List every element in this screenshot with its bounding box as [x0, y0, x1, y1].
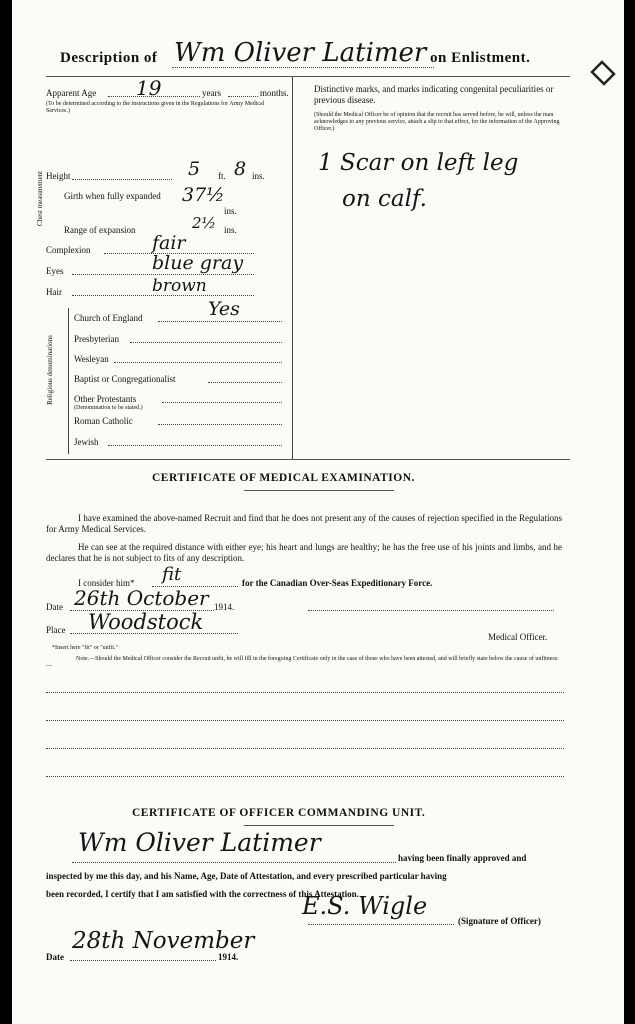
medical-title: CERTIFICATE OF MEDICAL EXAMINATION. — [152, 472, 415, 484]
unfitness-line — [46, 748, 564, 749]
officer-signature: E.S. Wigle — [302, 892, 428, 920]
section-rule — [46, 459, 570, 460]
commanding-title: CERTIFICATE OF OFFICER COMMANDING UNIT. — [132, 807, 426, 819]
header-name: Wm Oliver Latimer — [174, 38, 427, 68]
consider-value: fit — [162, 564, 182, 585]
commanding-date-value: 28th November — [72, 928, 255, 954]
religion-line — [158, 424, 282, 425]
complexion-label: Complexion — [46, 245, 91, 255]
marks-note: (Should the Medical Officer be of opinion that the recruit has served before, he will, unless the man acknowledges to any previous service, attach a slip to that effect, for the information of the Approving Officer.) — [314, 112, 560, 132]
commanding-name-value: Wm Oliver Latimer — [78, 828, 321, 857]
force-label: for the Canadian Over-Seas Expeditionary Force. — [242, 578, 433, 588]
marks-value-line2: on calf. — [342, 186, 427, 212]
complexion-value: fair — [152, 232, 186, 254]
range-ins-label: ins. — [224, 225, 237, 235]
commanding-date-line — [70, 960, 216, 961]
age-line — [108, 96, 200, 97]
hair-value: brown — [152, 276, 207, 296]
officer-signature-line — [308, 924, 454, 925]
religious-label: Religious denominations — [46, 335, 54, 405]
height-leader — [72, 179, 172, 180]
medical-title-rule — [244, 490, 394, 491]
religion-church-of-england: Church of England — [74, 313, 143, 323]
height-in-value: 8 — [234, 158, 247, 180]
years-label: years — [202, 88, 221, 98]
header-suffix: on Enlistment. — [430, 50, 531, 66]
range-value: 2½ — [192, 214, 217, 232]
religion-line — [208, 382, 282, 383]
insert-note: *Insert here "fit" or "unfit." — [52, 645, 118, 651]
religion-note: (Denomination to be stated.) — [74, 405, 143, 411]
eyes-value: blue gray — [152, 252, 244, 274]
age-note: (To be determined according to the instructions given in the Regulations for Army Medical Services.) — [46, 101, 265, 114]
religion-line — [162, 402, 282, 403]
medical-signature-line — [308, 610, 554, 611]
religion-line — [108, 445, 282, 446]
unfitness-line — [46, 692, 564, 693]
religion-line — [114, 362, 282, 363]
medical-year-label: 1914. — [214, 602, 235, 612]
range-label: Range of expansion — [64, 225, 136, 235]
religion-baptist: Baptist or Congregationalist — [74, 374, 176, 384]
unfitness-line — [46, 720, 564, 721]
medical-officer-label: Medical Officer. — [488, 632, 548, 642]
commanding-title-rule — [244, 825, 394, 826]
girth-value: 37½ — [182, 184, 225, 206]
age-value: 19 — [136, 76, 162, 100]
girth-label: Girth when fully expanded — [64, 191, 161, 201]
height-ft-value: 5 — [188, 158, 201, 180]
medical-para2: He can see at the required distance with either eye; his heart and lungs are healthy; he has the free use of his joints and limbs, and he declares that he is not subject to fits of any description. — [46, 542, 562, 563]
attestation-page — [12, 0, 624, 1024]
marks-value-line1: 1 Scar on left leg — [318, 150, 519, 176]
signature-label: (Signature of Officer) — [458, 916, 541, 926]
religion-wesleyan: Wesleyan — [74, 354, 109, 364]
religion-line — [130, 342, 282, 343]
religion-presbyterian: Presbyterian — [74, 334, 119, 344]
ft-label: ft. — [218, 171, 226, 181]
header-rule — [46, 76, 570, 77]
chest-label: Chest measurement — [36, 170, 44, 226]
header-prefix: Description of — [60, 50, 158, 66]
medical-date-label: Date — [46, 602, 63, 612]
religion-other-protestants: Other Protestants — [74, 394, 137, 404]
column-divider — [292, 77, 293, 459]
commanding-line3: been recorded, I certify that I am satisfied with the correctness of this Attestation. — [46, 889, 359, 899]
hair-label: Hair — [46, 287, 62, 297]
approved-label: having been finally approved and — [398, 853, 527, 863]
commanding-line2: inspected by me this day, and his Name, Age, Date of Attestation, and every prescribed particular having — [46, 871, 447, 881]
marks-label: Distinctive marks, and marks indicating congenital peculiarities or previous disease. — [314, 84, 554, 105]
height-label: Height — [46, 171, 71, 181]
commanding-date-label: Date — [46, 952, 64, 962]
medical-note: Note.—Should the Medical Officer consider the Recruit unfit, he will fill in the foregoing Certificate only in the case of those who have been attested, and will briefly state below the cause of unfitness:— — [46, 656, 559, 669]
months-line — [228, 96, 258, 97]
religion-bracket — [68, 308, 69, 454]
apparent-age-label: Apparent Age — [46, 88, 97, 98]
medical-para1: I have examined the above-named Recruit and find that he does not present any of the causes of rejection specified in the Regulations for Army Medical Services. — [46, 513, 562, 534]
header-name-line — [172, 67, 434, 68]
girth-ins-label: ins. — [224, 206, 237, 216]
religion-jewish: Jewish — [74, 437, 99, 447]
months-label: months. — [260, 88, 289, 98]
commanding-year-label: 1914. — [218, 952, 239, 962]
commanding-name-line — [72, 862, 396, 863]
religion-mark: Yes — [208, 298, 240, 320]
religion-roman-catholic: Roman Catholic — [74, 416, 133, 426]
eyes-label: Eyes — [46, 266, 64, 276]
medical-date-value: 26th October — [74, 586, 209, 610]
height-ins-label: ins. — [252, 171, 265, 181]
eyes-line — [72, 274, 254, 275]
religion-line — [158, 321, 282, 322]
place-label: Place — [46, 625, 66, 635]
unfitness-line — [46, 776, 564, 777]
place-value: Woodstock — [88, 610, 204, 634]
consider-label: I consider him* — [78, 578, 135, 588]
corner-mark-icon — [588, 58, 618, 88]
